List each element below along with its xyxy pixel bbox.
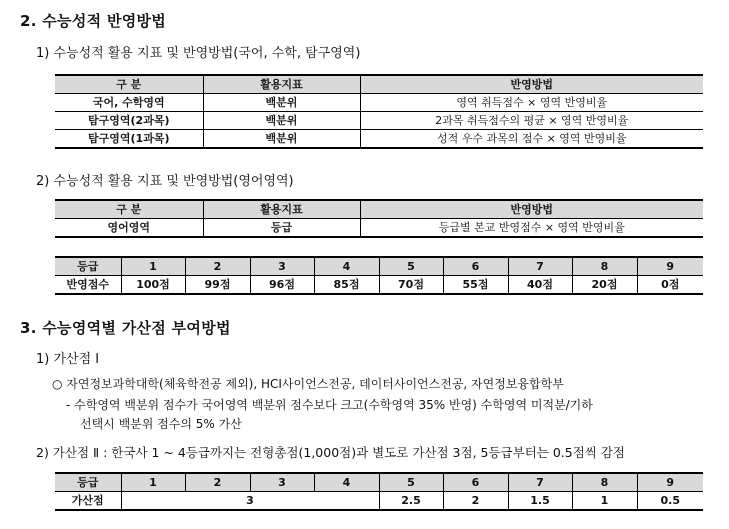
section-2-title: 2. 수능성적 반영방법: [20, 12, 167, 30]
row-category: 국어, 수학영역: [55, 94, 203, 112]
grade-cell: 3: [250, 473, 314, 492]
bonus-cell: 1: [572, 492, 637, 511]
grade-cell: 6: [443, 473, 508, 492]
header-method: 반영방법: [360, 75, 703, 94]
bonus-row: [55, 492, 703, 511]
grade-cell: 5: [379, 473, 443, 492]
table-header-row: [55, 200, 703, 219]
bonus-label: 가산점: [55, 492, 121, 511]
row-category: 영어영역: [55, 219, 203, 238]
bonus-condition-line-2: 선택시 백분위 점수의 5% 가산: [80, 417, 242, 431]
header-category: 구 분: [55, 75, 203, 94]
header-indicator: 활용지표: [203, 75, 360, 94]
bonus-cell: 1.5: [508, 492, 572, 511]
grade-header-row: [55, 257, 703, 276]
score-row: [55, 276, 703, 295]
header-category: 구 분: [55, 200, 203, 219]
grade-cell: 1: [121, 257, 185, 276]
score-cell: 99점: [185, 276, 250, 295]
table-row: [55, 112, 703, 130]
grade-label: 등급: [55, 257, 121, 276]
bonus-merged-cell: 3: [121, 492, 379, 511]
row-indicator: 백분위: [203, 130, 360, 149]
row-indicator: 등급: [203, 219, 360, 238]
table-history-bonus: [55, 472, 703, 511]
table-row: [55, 219, 703, 238]
grade-cell: 8: [572, 257, 637, 276]
section-2-sub-1: 1) 수능성적 활용 지표 및 반영방법(국어, 수학, 탐구영역): [36, 46, 361, 61]
grade-cell: 6: [443, 257, 508, 276]
grade-cell: 9: [637, 257, 703, 276]
score-cell: 100점: [121, 276, 185, 295]
bonus-target-bullet: ○ 자연정보과학대학(체육학전공 제외), HCI사이언스전공, 데이터사이언스전공, 자연정보융합학부: [52, 377, 564, 391]
grade-header-row: [55, 473, 703, 492]
grade-cell: 2: [185, 257, 250, 276]
grade-cell: 1: [121, 473, 185, 492]
section-3-title: 3. 수능영역별 가산점 부여방법: [20, 319, 231, 337]
score-label: 반영점수: [55, 276, 121, 295]
header-method: 반영방법: [360, 200, 703, 219]
row-method: 등급별 본교 반영점수 × 영역 반영비율: [360, 219, 703, 238]
score-cell: 96점: [250, 276, 314, 295]
grade-cell: 4: [314, 257, 379, 276]
row-indicator: 백분위: [203, 112, 360, 130]
score-cell: 0점: [637, 276, 703, 295]
table-row: [55, 94, 703, 112]
bonus-cell: 0.5: [637, 492, 703, 511]
header-indicator: 활용지표: [203, 200, 360, 219]
bonus-condition-line-1: - 수학영역 백분위 점수가 국어영역 백분위 점수보다 크고(수학영역 35% 반영) 수학영역 미적분/기하: [66, 398, 593, 412]
grade-cell: 9: [637, 473, 703, 492]
row-category: 탐구영역(1과목): [55, 130, 203, 149]
row-category: 탐구영역(2과목): [55, 112, 203, 130]
grade-cell: 7: [508, 257, 572, 276]
score-cell: 20점: [572, 276, 637, 295]
section-2-sub-2: 2) 수능성적 활용 지표 및 반영방법(영어영역): [36, 174, 294, 189]
grade-cell: 7: [508, 473, 572, 492]
section-3-sub-1: 1) 가산점 Ⅰ: [36, 352, 100, 367]
table-indicators-main: [55, 74, 703, 149]
row-method: 영역 취득점수 × 영역 반영비율: [360, 94, 703, 112]
score-cell: 40점: [508, 276, 572, 295]
bonus-cell: 2: [443, 492, 508, 511]
table-header-row: [55, 75, 703, 94]
score-cell: 85점: [314, 276, 379, 295]
score-cell: 55점: [443, 276, 508, 295]
grade-cell: 2: [185, 473, 250, 492]
table-row: [55, 130, 703, 149]
table-indicators-english: [55, 199, 703, 238]
row-method: 2과목 취득점수의 평균 × 영역 반영비율: [360, 112, 703, 130]
grade-cell: 4: [314, 473, 379, 492]
grade-cell: 8: [572, 473, 637, 492]
row-indicator: 백분위: [203, 94, 360, 112]
grade-cell: 3: [250, 257, 314, 276]
bonus-cell: 2.5: [379, 492, 443, 511]
row-method: 성적 우수 과목의 점수 × 영역 반영비율: [360, 130, 703, 149]
grade-cell: 5: [379, 257, 443, 276]
grade-label: 등급: [55, 473, 121, 492]
score-cell: 70점: [379, 276, 443, 295]
section-3-sub-2: 2) 가산점 Ⅱ : 한국사 1 ~ 4등급까지는 전형총점(1,000점)과 별도로 가산점 3점, 5등급부터는 0.5점씩 감점: [36, 445, 625, 460]
table-english-grade-scores: [55, 256, 703, 295]
